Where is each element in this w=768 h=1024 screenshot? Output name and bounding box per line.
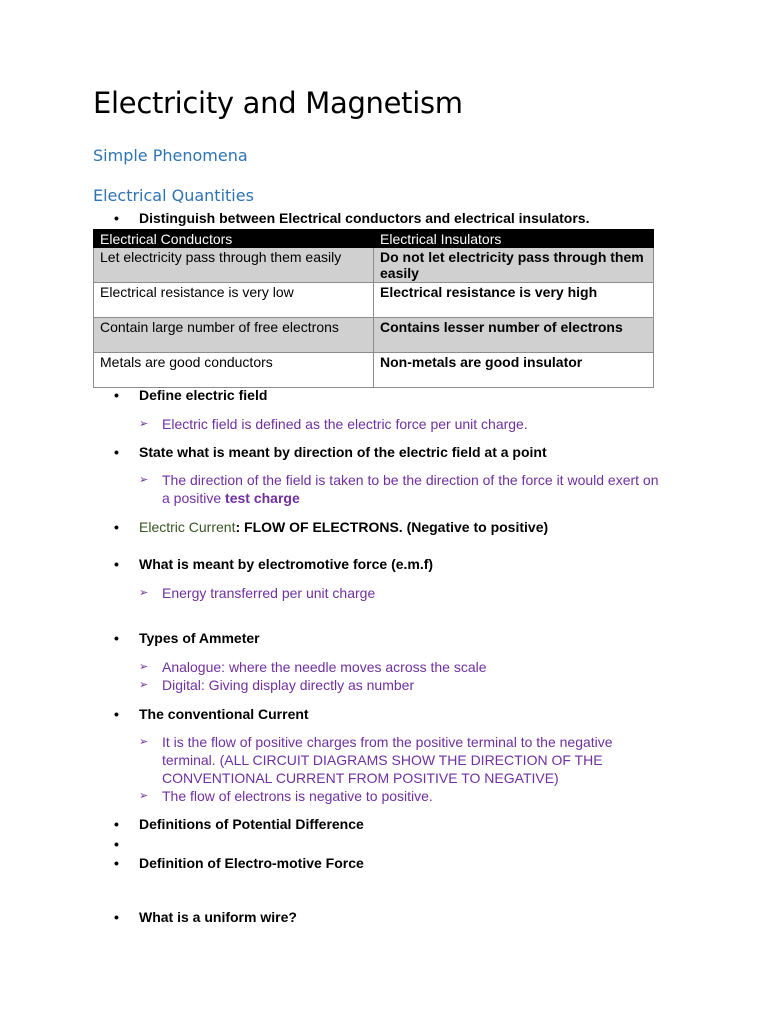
answer-text-main: The direction of the field is taken to be the direction of the force it would exert on a positive xyxy=(162,472,659,506)
table-header-row xyxy=(94,230,654,248)
bullet-icon: • xyxy=(114,387,119,403)
table-cell: Contain large number of free electrons xyxy=(94,318,374,353)
bullet-text xyxy=(139,519,548,536)
bullet-text: State what is meant by direction of the electric field at a point xyxy=(139,444,547,460)
answer-text: Digital: Giving display directly as number xyxy=(162,677,415,693)
answer-text: Electric field is defined as the electric force per unit charge. xyxy=(162,416,528,432)
answer-text: The flow of electrons is negative to positive. xyxy=(162,788,433,804)
current-rest: : FLOW OF ELECTRONS. (Negative to positive) xyxy=(235,519,549,535)
arrow-bullet-icon: ➢ xyxy=(139,736,149,748)
bullet-text: The conventional Current xyxy=(139,706,309,722)
heading-simple-phenomena: Simple Phenomena xyxy=(93,146,248,165)
comparison-table xyxy=(93,229,654,388)
table-row xyxy=(94,318,654,353)
header-conductors: Electrical Conductors xyxy=(94,230,374,248)
table-cell: Electrical resistance is very low xyxy=(94,283,374,318)
arrow-bullet-icon: ➢ xyxy=(139,474,149,486)
bullet-icon: • xyxy=(114,909,119,925)
header-insulators: Electrical Insulators xyxy=(374,230,654,248)
bullet-text: Definitions of Potential Difference xyxy=(139,816,364,832)
arrow-bullet-icon: ➢ xyxy=(139,790,149,802)
bullet-icon: • xyxy=(114,210,119,226)
arrow-bullet-icon: ➢ xyxy=(139,661,149,673)
bullet-icon: • xyxy=(114,519,119,535)
bullet-text: Types of Ammeter xyxy=(139,630,260,646)
bullet-text: What is a uniform wire? xyxy=(139,909,297,925)
arrow-bullet-icon: ➢ xyxy=(139,679,149,691)
bullet-text: What is meant by electromotive force (e.m.f) xyxy=(139,556,434,572)
table-row xyxy=(94,248,654,283)
answer-text-bold: test charge xyxy=(225,490,300,506)
table-row xyxy=(94,283,654,318)
table-cell: Let electricity pass through them easily xyxy=(94,248,374,283)
current-label: Electric Current xyxy=(139,519,236,535)
answer-text: Analogue: where the needle moves across the scale xyxy=(162,659,487,675)
bullet-text: Distinguish between Electrical conductors and electrical insulators. xyxy=(139,210,590,226)
table-cell: Non-metals are good insulator xyxy=(374,353,654,388)
bullet-icon: • xyxy=(114,816,119,832)
table-cell: Electrical resistance is very high xyxy=(374,283,654,318)
bullet-icon: • xyxy=(114,444,119,460)
arrow-bullet-icon: ➢ xyxy=(139,418,149,430)
table-cell: Contains lesser number of electrons xyxy=(374,318,654,353)
bullet-icon: • xyxy=(114,630,119,646)
bullet-text: Define electric field xyxy=(139,387,268,403)
bullet-icon: • xyxy=(114,556,119,572)
page-title: Electricity and Magnetism xyxy=(93,86,463,120)
bullet-icon: • xyxy=(114,706,119,722)
table-cell: Metals are good conductors xyxy=(94,353,374,388)
bullet-icon: • xyxy=(114,855,119,871)
answer-text: Energy transferred per unit charge xyxy=(162,585,376,601)
table-row xyxy=(94,353,654,388)
bullet-icon: • xyxy=(114,836,119,852)
table-cell: Do not let electricity pass through them easily xyxy=(374,248,654,283)
answer-text xyxy=(162,471,667,507)
arrow-bullet-icon: ➢ xyxy=(139,587,149,599)
heading-electrical-quantities: Electrical Quantities xyxy=(93,186,254,205)
bullet-text: Definition of Electro-motive Force xyxy=(139,855,364,871)
answer-text: It is the flow of positive charges from the positive terminal to the negative terminal. (ALL CIRCUIT DIAGRAMS SHOW THE DIRECTION OF THE CONVENTIONAL CURRENT FROM POSITIVE TO NEGATIVE) xyxy=(162,734,613,786)
